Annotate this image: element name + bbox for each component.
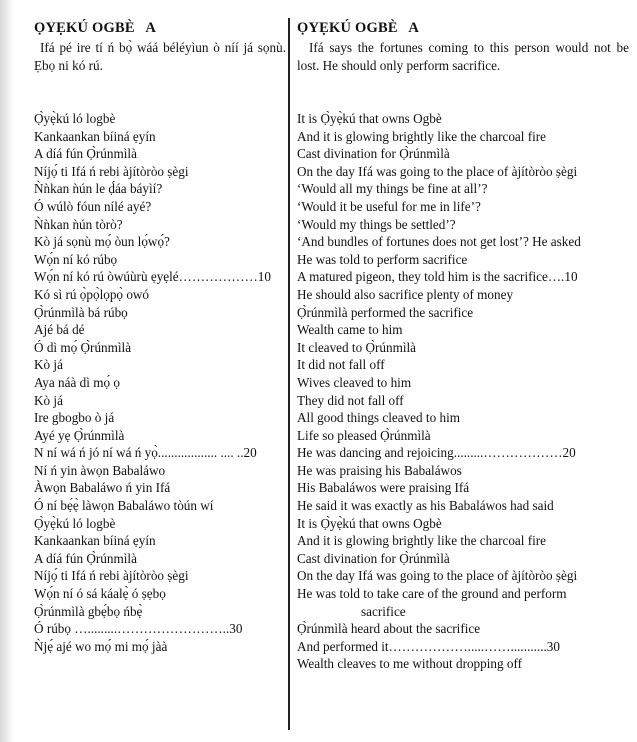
verse-line: It cleaved to Ọ̀rúnmìlà [297,339,417,355]
verse-line: A matured pigeon, they told him is the sacrifice….10 [297,269,578,285]
verse-line: Ire gbogbo ò já [34,410,115,426]
english-intro: Ifá says the fortunes coming to this person would not be lost. He should only perform sacrifice. [297,40,629,73]
verse-line: He was dancing and rejoicing.........………………20 [297,445,576,461]
verse-line: Níjọ́ ti Ifá ń rebi àjítòròo ṣègi [34,568,189,584]
verse-line: Ǹjẹ́ ajé wo mọ́ mi mọ́ jàà [34,638,168,654]
english-verses [297,110,629,673]
verse-line: N ní wá ń jó ní wá ń yọ̀.................. .... ..20 [34,445,257,461]
verse-line: Ó ní bẹ́ẹ̀ làwọn Babaláwo tòún wí [34,498,214,514]
yoruba-verses [34,110,286,655]
verse-line: He should also sacrifice plenty of money [297,286,514,302]
verse-line: Ayé yẹ Ọ̀rúnmìlà [34,427,125,443]
verse-line: Ó dì mọ́ Ọ̀rúnmìlà [34,339,132,355]
verse-line: Wives cleaved to him [297,374,412,390]
verse-line: Kò já [34,357,63,373]
verse-line: sacrifice [361,603,406,619]
verse-line: On the day Ifá was going to the place of àjítòròo ṣègi [297,568,578,584]
verse-line: His Babaláwos were praising Ifá [297,480,470,496]
verse-line: Wọ́n ní kó rú òwúùrù ẹyẹlé………………10 [34,269,271,285]
verse-line: Ọ̀yẹ̀kú ló logbè [34,515,116,531]
verse-line: He was told to perform sacrifice [297,251,468,267]
verse-line: Ǹǹkan ǹún tòrò? [34,216,123,232]
verse-line: And performed it……………….....……...........30 [297,638,560,654]
verse-line: Kó sì rú ọ̀pọ̀lọpọ̀ owó [34,286,150,302]
verse-line: It is Ọ̀yẹ̀kú that owns Ogbè [297,515,442,531]
verse-line: It did not fall off [297,357,385,373]
verse-line: Ọ̀rúnmìlà gbẹ́bọ ńbẹ̀ [34,603,143,619]
verse-line: Àwọn Babaláwo ń yin Ifá [34,480,171,496]
verse-line: Ọ̀yẹ̀kú ló logbè [34,111,116,126]
verse-line: Ó wúlò fóun nílé ayé? [34,198,152,214]
verse-line: ‘And bundles of fortunes does not get lost’? He asked [297,234,581,250]
verse-line: Wọ́n ní ó sá káalẹ̀ ó ṣẹbọ [34,586,166,602]
verse-line: Cast divination for Ọ̀rúnmìlà [297,146,450,162]
verse-line: Ó rúbọ ….........……………………..30 [34,621,243,637]
yoruba-intro: Ifá pé ire tí ń bọ̀ wáá béléyìun ò níí já sọnù. Ẹbọ ni kó rú. [34,40,286,73]
verse-line: ‘Would it be useful for me in life’? [297,198,481,214]
verse-line: A díá fún Ọ̀rúnmìlà [34,550,137,566]
verse-line: He said it was exactly as his Babaláwos had said [297,498,554,514]
yoruba-heading: ỌYẸKÚ OGBÈ A [34,20,157,36]
verse-line: And it is glowing brightly like the charcoal fire [297,128,547,144]
verse-line: He was told to take care of the ground and perform [297,586,567,602]
verse-line: Kò já [34,392,63,408]
verse-line: He was praising his Babaláwos [297,462,462,478]
verse-line: On the day Ifá was going to the place of àjítòròo ṣègi [297,163,578,179]
verse-line: Níjọ́ ti Ifá ń rebi àjítòròo ṣègi [34,163,189,179]
verse-line: Wealth cleaves to me without dropping off [297,656,523,672]
verse-line: Ọ̀rúnmìlà performed the sacrifice [297,304,474,320]
yoruba-column [34,20,286,654]
column-divider [288,18,290,730]
verse-line: Wealth came to him [297,322,403,338]
page-scan-shadow [0,0,14,742]
verse-line: Kankaankan bíiná ẹyín [34,128,156,144]
verse-line: All good things cleaved to him [297,410,460,426]
verse-line: Ǹǹkan ǹún le ḍ́áa báyìí? [34,181,163,197]
verse-line: It is Ọ̀yẹ̀kú that owns Ogbè [297,111,442,126]
verse-line: ‘Would all my things be fine at all’? [297,181,488,197]
verse-line: Cast divination for Ọ̀rúnmìlà [297,550,450,566]
verse-line: Ọ̀rúnmìlà bá rúbọ [34,304,128,320]
verse-line: Wọ́n ní kó rúbọ [34,251,118,267]
english-column [297,20,629,672]
verse-line: And it is glowing brightly like the charcoal fire [297,533,547,549]
verse-line: ‘Would my things be settled’? [297,216,456,232]
english-heading: ỌYẸKÚ OGBÈ A [297,20,420,36]
verse-line: Aya náà dì mọ́ ọ [34,374,120,390]
verse-line: Ọ̀rúnmìlà heard about the sacrifice [297,621,481,637]
verse-line: They did not fall off [297,392,404,408]
verse-line: Ní ń yin àwọn Babaláwo [34,462,166,478]
verse-line: A díá fún Ọ̀rúnmìlà [34,146,137,162]
verse-line: Kankaankan bíiná ẹyín [34,533,156,549]
verse-line: Ajé bá dé [34,322,85,338]
verse-line: Kò já sọnù mọ́ òun lọ́wọ́? [34,234,170,250]
verse-line: Life so pleased Ọ̀rúnmìlà [297,427,431,443]
